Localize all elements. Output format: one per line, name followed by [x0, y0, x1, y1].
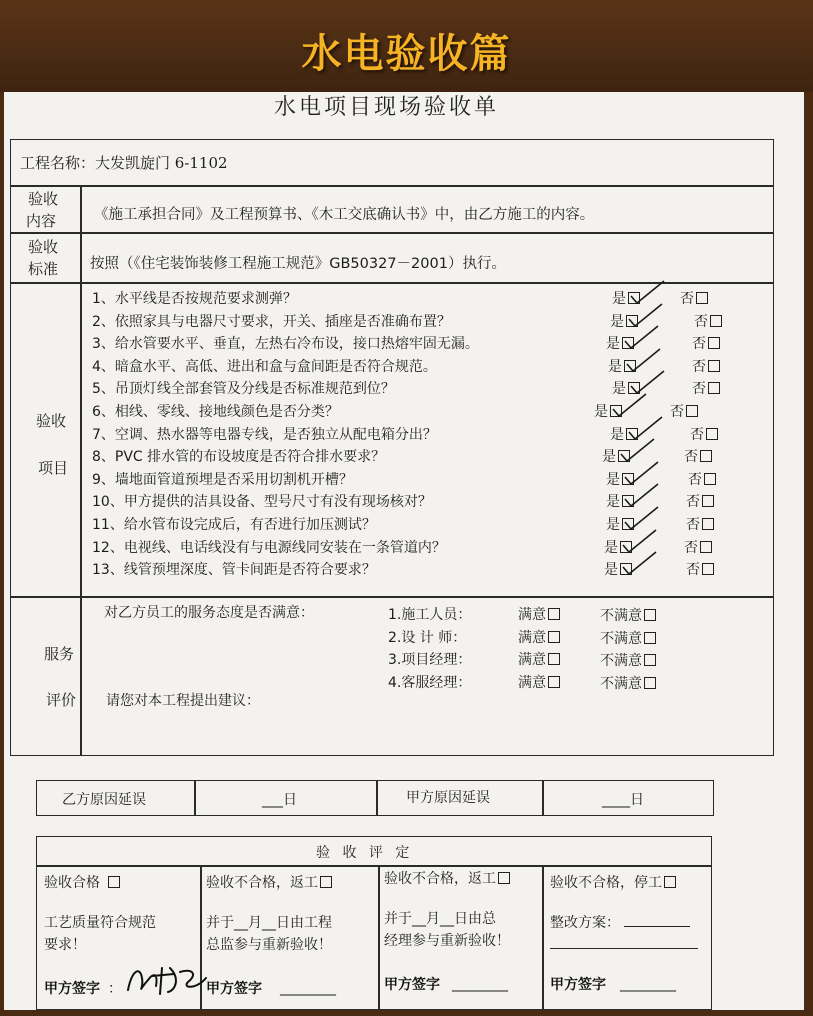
no-label: 否	[670, 404, 684, 420]
service-label-1: 服务	[44, 645, 75, 663]
party-a-delay-days: ____日	[602, 792, 644, 808]
unsatisfied-checkbox[interactable]	[600, 650, 656, 670]
acceptance-item-text: 6、相线、零线、接地线颜色是否分类？	[92, 404, 339, 420]
yes-checkbox[interactable]	[612, 378, 640, 398]
yes-label: 是	[604, 539, 618, 556]
form-title: 水电项目现场验收单	[274, 95, 500, 120]
sign-label-4: 甲方签字	[550, 977, 606, 993]
no-checkbox[interactable]	[686, 559, 714, 579]
frame-right	[804, 92, 813, 1016]
unsatisfied-checkbox[interactable]	[600, 605, 656, 625]
no-checkbox[interactable]	[692, 378, 720, 398]
sign-label-1: 甲方签字	[44, 981, 100, 997]
party-b-delay-label: 乙方原因延误	[62, 792, 146, 808]
sign-line-4: ________	[620, 976, 676, 992]
no-label: 否	[686, 562, 700, 579]
service-role: 3.项目经理：	[388, 652, 472, 668]
no-checkbox[interactable]	[684, 537, 712, 557]
no-label: 否	[686, 517, 700, 533]
standard-label-2: 标准	[28, 260, 59, 278]
no-label: 否	[688, 471, 702, 488]
yes-label: 是	[612, 381, 626, 398]
satisfied-label: 满意	[518, 607, 546, 623]
eval-col2-body-1: 并于__月__日由工程	[206, 915, 332, 931]
satisfied-checkbox[interactable]	[518, 627, 560, 647]
acceptance-item-text: 10、甲方提供的洁具设备、型号尺寸有没有现场核对？	[92, 494, 432, 511]
sign-colon-1: ：	[108, 981, 122, 997]
no-checkbox[interactable]	[694, 311, 722, 331]
evaluation-heading: 验 收 评 定	[316, 845, 414, 861]
no-label: 否	[684, 449, 698, 466]
unsatisfied-label: 不满意	[600, 675, 642, 692]
yes-checkbox[interactable]	[606, 491, 634, 511]
eval-col1-body-1: 工艺质量符合规范	[44, 915, 156, 931]
no-checkbox[interactable]	[692, 356, 720, 376]
service-role: 1.施工人员：	[388, 607, 472, 623]
eval-col3-head: 验收不合格，返工	[384, 868, 510, 888]
no-label: 否	[684, 539, 698, 556]
unsatisfied-label: 不满意	[600, 608, 642, 624]
satisfied-checkbox[interactable]	[518, 672, 560, 692]
acceptance-item-text: 12、电视线、电话线没有与电源线同安装在一条管道内？	[92, 539, 446, 556]
sign-label-3: 甲方签字	[384, 977, 440, 993]
no-label: 否	[686, 494, 700, 511]
yes-checkbox[interactable]	[608, 356, 636, 376]
frame-bottom	[0, 1010, 813, 1016]
eval-col3-body-2: 经理参与重新验收！	[384, 933, 510, 949]
sign-label-2: 甲方签字	[206, 981, 262, 997]
eval-col2-body-2: 总监参与重新验收！	[206, 937, 332, 953]
no-checkbox[interactable]	[686, 514, 714, 534]
no-label: 否	[694, 313, 708, 330]
acceptance-item-text: 5、吊顶灯线全部套管及分线是否标准规范到位？	[92, 381, 395, 398]
yes-checkbox[interactable]	[606, 514, 634, 534]
eval-col4-head: 验收不合格，停工	[550, 872, 676, 892]
yes-checkbox[interactable]	[604, 537, 632, 557]
content-label-1: 验收	[28, 190, 59, 208]
service-label-2: 评价	[46, 691, 77, 709]
content-text: 《施工承担合同》及工程预算书、《木工交底确认书》中，由乙方施工的内容。	[94, 207, 595, 223]
unsatisfied-checkbox[interactable]	[600, 628, 656, 648]
no-label: 否	[692, 336, 706, 353]
service-role: 4.客服经理：	[388, 674, 472, 691]
content-label-2: 内容	[26, 212, 57, 230]
items-label-1: 验收	[36, 412, 67, 430]
yes-label: 是	[606, 336, 620, 353]
standard-text: 按照（《住宅装饰装修工程施工规范》GB50327－2001）执行。	[90, 256, 506, 272]
yes-checkbox[interactable]	[606, 333, 634, 353]
acceptance-item-text: 7、空调、热水器等电器专线，是否独立从配电箱分出？	[92, 426, 437, 443]
sign-line-3: ________	[452, 976, 508, 992]
no-checkbox[interactable]	[688, 469, 716, 489]
no-checkbox[interactable]	[686, 491, 714, 511]
no-label: 否	[680, 291, 694, 307]
yes-label: 是	[612, 291, 626, 307]
yes-label: 是	[610, 426, 624, 443]
yes-label: 是	[602, 449, 616, 466]
eval-col3-body-1: 并于__月__日由总	[384, 911, 496, 927]
project-name: 工程名称：大发凯旋门 6-1102	[20, 154, 228, 172]
party-a-delay-label: 甲方原因延误	[406, 790, 490, 806]
yes-checkbox[interactable]	[610, 424, 638, 444]
satisfied-label: 满意	[518, 674, 546, 691]
no-checkbox[interactable]	[692, 333, 720, 353]
party-b-delay-days: ___日	[262, 792, 297, 808]
acceptance-item-text: 1、水平线是否按规范要求测弹？	[92, 291, 297, 307]
acceptance-item-text: 3、给水管要水平、垂直，左热右冷布设，接口热熔牢固无漏。	[92, 336, 479, 353]
yes-label: 是	[604, 562, 618, 579]
service-question: 对乙方员工的服务态度是否满意：	[104, 605, 314, 621]
satisfied-label: 满意	[518, 629, 546, 646]
yes-label: 是	[606, 517, 620, 533]
no-label: 否	[692, 381, 706, 398]
banner	[0, 0, 813, 92]
banner-title: 水电验收篇	[301, 31, 512, 77]
unsatisfied-label: 不满意	[600, 653, 642, 669]
unsatisfied-checkbox[interactable]	[600, 673, 656, 693]
no-checkbox[interactable]	[670, 401, 698, 421]
unsatisfied-label: 不满意	[600, 630, 642, 647]
eval-col2-head: 验收不合格，返工	[206, 872, 332, 892]
satisfied-label: 满意	[518, 652, 546, 668]
acceptance-item-text: 2、依照家具与电器尺寸要求，开关、插座是否准确布置？	[92, 313, 451, 330]
no-checkbox[interactable]	[680, 288, 708, 308]
eval-col4-body: 整改方案：	[550, 912, 690, 932]
satisfied-checkbox[interactable]	[518, 649, 560, 669]
satisfied-checkbox[interactable]	[518, 604, 560, 624]
no-label: 否	[692, 358, 706, 375]
suggestion-label: 请您对本工程提出建议：	[106, 693, 260, 709]
standard-label-1: 验收	[28, 238, 59, 256]
yes-label: 是	[606, 471, 620, 488]
yes-checkbox[interactable]	[610, 311, 638, 331]
yes-label: 是	[608, 358, 622, 375]
yes-checkbox[interactable]	[604, 559, 632, 579]
yes-label: 是	[610, 313, 624, 330]
acceptance-item-text: 11、给水管布设完成后，有否进行加压测试？	[92, 517, 376, 533]
acceptance-item-text: 8、PVC 排水管的布设坡度是否符合排水要求？	[92, 449, 386, 466]
yes-label: 是	[606, 494, 620, 511]
acceptance-item-text: 13、线管预埋深度、管卡间距是否符合要求？	[92, 562, 376, 579]
yes-label: 是	[594, 404, 608, 420]
eval-col1-body-2: 要求！	[44, 937, 86, 953]
yes-checkbox[interactable]	[602, 446, 630, 466]
acceptance-item-text: 4、暗盒水平、高低、进出和盒与盒间距是否符合规范。	[92, 358, 437, 375]
items-label-2: 项目	[38, 459, 69, 477]
yes-checkbox[interactable]	[606, 469, 634, 489]
no-checkbox[interactable]	[684, 446, 712, 466]
service-role: 2.设 计 师：	[388, 629, 467, 646]
acceptance-form	[4, 92, 804, 1010]
eval-col1-head: 验收合格	[44, 872, 120, 892]
no-checkbox[interactable]	[690, 424, 718, 444]
acceptance-item-text: 9、墙地面管道预埋是否采用切割机开槽？	[92, 471, 353, 488]
yes-checkbox[interactable]	[612, 288, 640, 308]
sign-line-2: ________	[280, 980, 336, 996]
yes-checkbox[interactable]	[594, 401, 622, 421]
no-label: 否	[690, 426, 704, 443]
